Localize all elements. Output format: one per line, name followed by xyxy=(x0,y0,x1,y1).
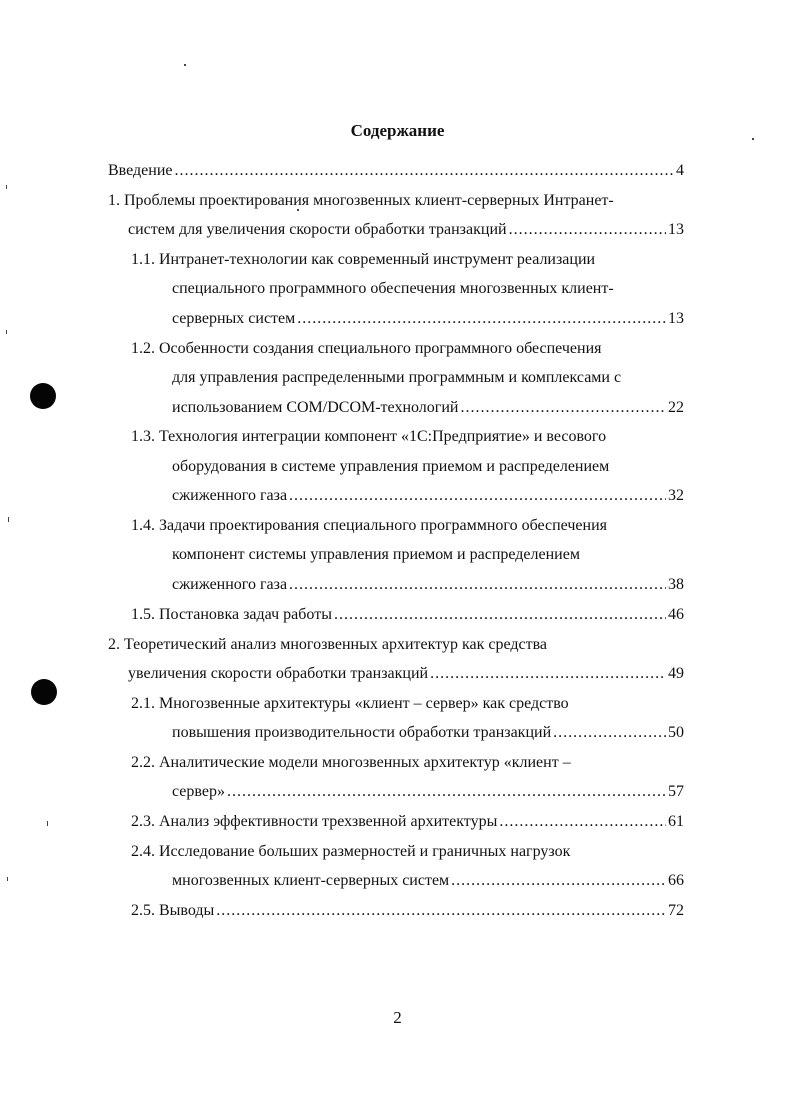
toc-section-1-2-line2: для управления распределенными программным и комплексами с xyxy=(172,369,622,386)
scan-speck xyxy=(7,877,8,881)
dot-leader xyxy=(289,574,666,596)
scan-speck xyxy=(752,138,754,140)
toc-section-2-5 xyxy=(131,900,684,922)
toc-entry-text: серверных систем xyxy=(172,310,296,327)
dot-leader xyxy=(499,811,666,833)
toc-section-1-3 xyxy=(172,485,684,507)
toc-section-1-4-line2: компонент системы управления приемом и распределением xyxy=(172,546,580,563)
dot-leader xyxy=(334,604,666,626)
toc-section-1-2-line1: 1.2. Особенности создания специального программного обеспечения xyxy=(131,340,602,357)
toc-page-number: 49 xyxy=(668,665,684,682)
toc-section-2-1 xyxy=(172,722,684,744)
toc-page-number: 57 xyxy=(668,783,684,800)
toc-entry-text: сжиженного газа xyxy=(172,487,288,504)
toc-section-1-5 xyxy=(131,604,684,626)
toc-page-number: 22 xyxy=(668,399,684,416)
toc-entry-text: увеличения скорости обработки транзакций xyxy=(128,665,429,682)
toc-section-1-4 xyxy=(172,574,684,596)
scan-speck xyxy=(6,330,7,334)
toc-section-2-4-line1: 2.4. Исследование больших размерностей и граничных нагрузок xyxy=(131,843,571,860)
toc-page-number: 4 xyxy=(676,162,684,179)
toc-section-1-2 xyxy=(172,397,684,419)
page-number: 2 xyxy=(393,1008,402,1027)
dot-leader xyxy=(175,160,675,182)
toc-entry-text: 1.5. Постановка задач работы xyxy=(131,606,332,623)
toc-page-number: 61 xyxy=(668,813,684,830)
scan-speck xyxy=(6,185,7,189)
toc-section-2-2-line1: 2.2. Аналитические модели многозвенных архитектур «клиент – xyxy=(131,754,571,771)
dot-leader xyxy=(553,722,666,744)
toc-page-number: 13 xyxy=(668,310,684,327)
toc-entry-text: систем для увеличения скорости обработки транзакций xyxy=(128,221,507,238)
toc-section-1-3-line2: оборудования в системе управления приемом и распределением xyxy=(172,458,610,475)
toc-entry-text: использованием COM/DCOM-технологий xyxy=(172,399,459,416)
toc-entry-text: сервер» xyxy=(172,783,225,800)
toc-page-number: 13 xyxy=(668,221,684,238)
toc-chapter-2 xyxy=(128,663,684,685)
scan-speck xyxy=(8,517,9,522)
toc-chapter-2-line1: 2. Теоретический анализ многозвенных архитектур как средства xyxy=(108,636,548,653)
toc-section-2-4 xyxy=(172,870,684,892)
scan-speck xyxy=(184,64,186,66)
dot-leader xyxy=(216,900,666,922)
toc-section-1-1-line1: 1.1. Интранет-технологии как современный инструмент реализации xyxy=(131,251,596,268)
toc-entry-text: многозвенных клиент-серверных систем xyxy=(172,872,450,889)
dot-leader xyxy=(289,485,666,507)
toc-entry-text: 2.5. Выводы xyxy=(131,902,215,919)
toc-section-1-3-line1: 1.3. Технология интеграции компонент «1С:Предприятие» и весового xyxy=(131,428,607,445)
toc-section-2-1-line1: 2.1. Многозвенные архитектуры «клиент – сервер» как средство xyxy=(131,695,569,712)
dot-leader xyxy=(509,219,666,241)
toc-page-number: 72 xyxy=(668,902,684,919)
scan-speck xyxy=(47,821,48,826)
toc-section-1-1-line2: специального программного обеспечения многозвенных клиент- xyxy=(172,280,614,297)
toc-page-number: 38 xyxy=(668,576,684,593)
scan-speck xyxy=(297,209,299,211)
punch-hole xyxy=(31,679,57,705)
toc-page-number: 32 xyxy=(668,487,684,504)
toc-section-2-3 xyxy=(131,811,684,833)
toc-section-1-1 xyxy=(172,308,684,330)
toc-entry-text: 2.3. Анализ эффективности трехзвенной архитектуры xyxy=(131,813,498,830)
dot-leader xyxy=(430,663,666,685)
page-title: Содержание xyxy=(350,121,445,140)
toc-entry-text: Введение xyxy=(108,162,173,179)
toc-entry-text: сжиженного газа xyxy=(172,576,288,593)
dot-leader xyxy=(460,397,666,419)
toc-section-2-2 xyxy=(172,781,684,803)
toc-entry-intro xyxy=(108,160,684,182)
toc-entry-text: повышения производительности обработки транзакций xyxy=(172,724,552,741)
dot-leader xyxy=(451,870,666,892)
toc-page-number: 66 xyxy=(668,872,684,889)
toc-chapter-1 xyxy=(128,219,684,241)
toc-chapter-1-line1: 1. Проблемы проектирования многозвенных клиент-серверных Интранет- xyxy=(108,192,614,209)
toc-section-1-4-line1: 1.4. Задачи проектирования специального программного обеспечения xyxy=(131,517,608,534)
toc-page-number: 50 xyxy=(668,724,684,741)
toc-page-number: 46 xyxy=(668,606,684,623)
dot-leader xyxy=(227,781,666,803)
punch-hole xyxy=(30,383,56,409)
dot-leader xyxy=(297,308,666,330)
